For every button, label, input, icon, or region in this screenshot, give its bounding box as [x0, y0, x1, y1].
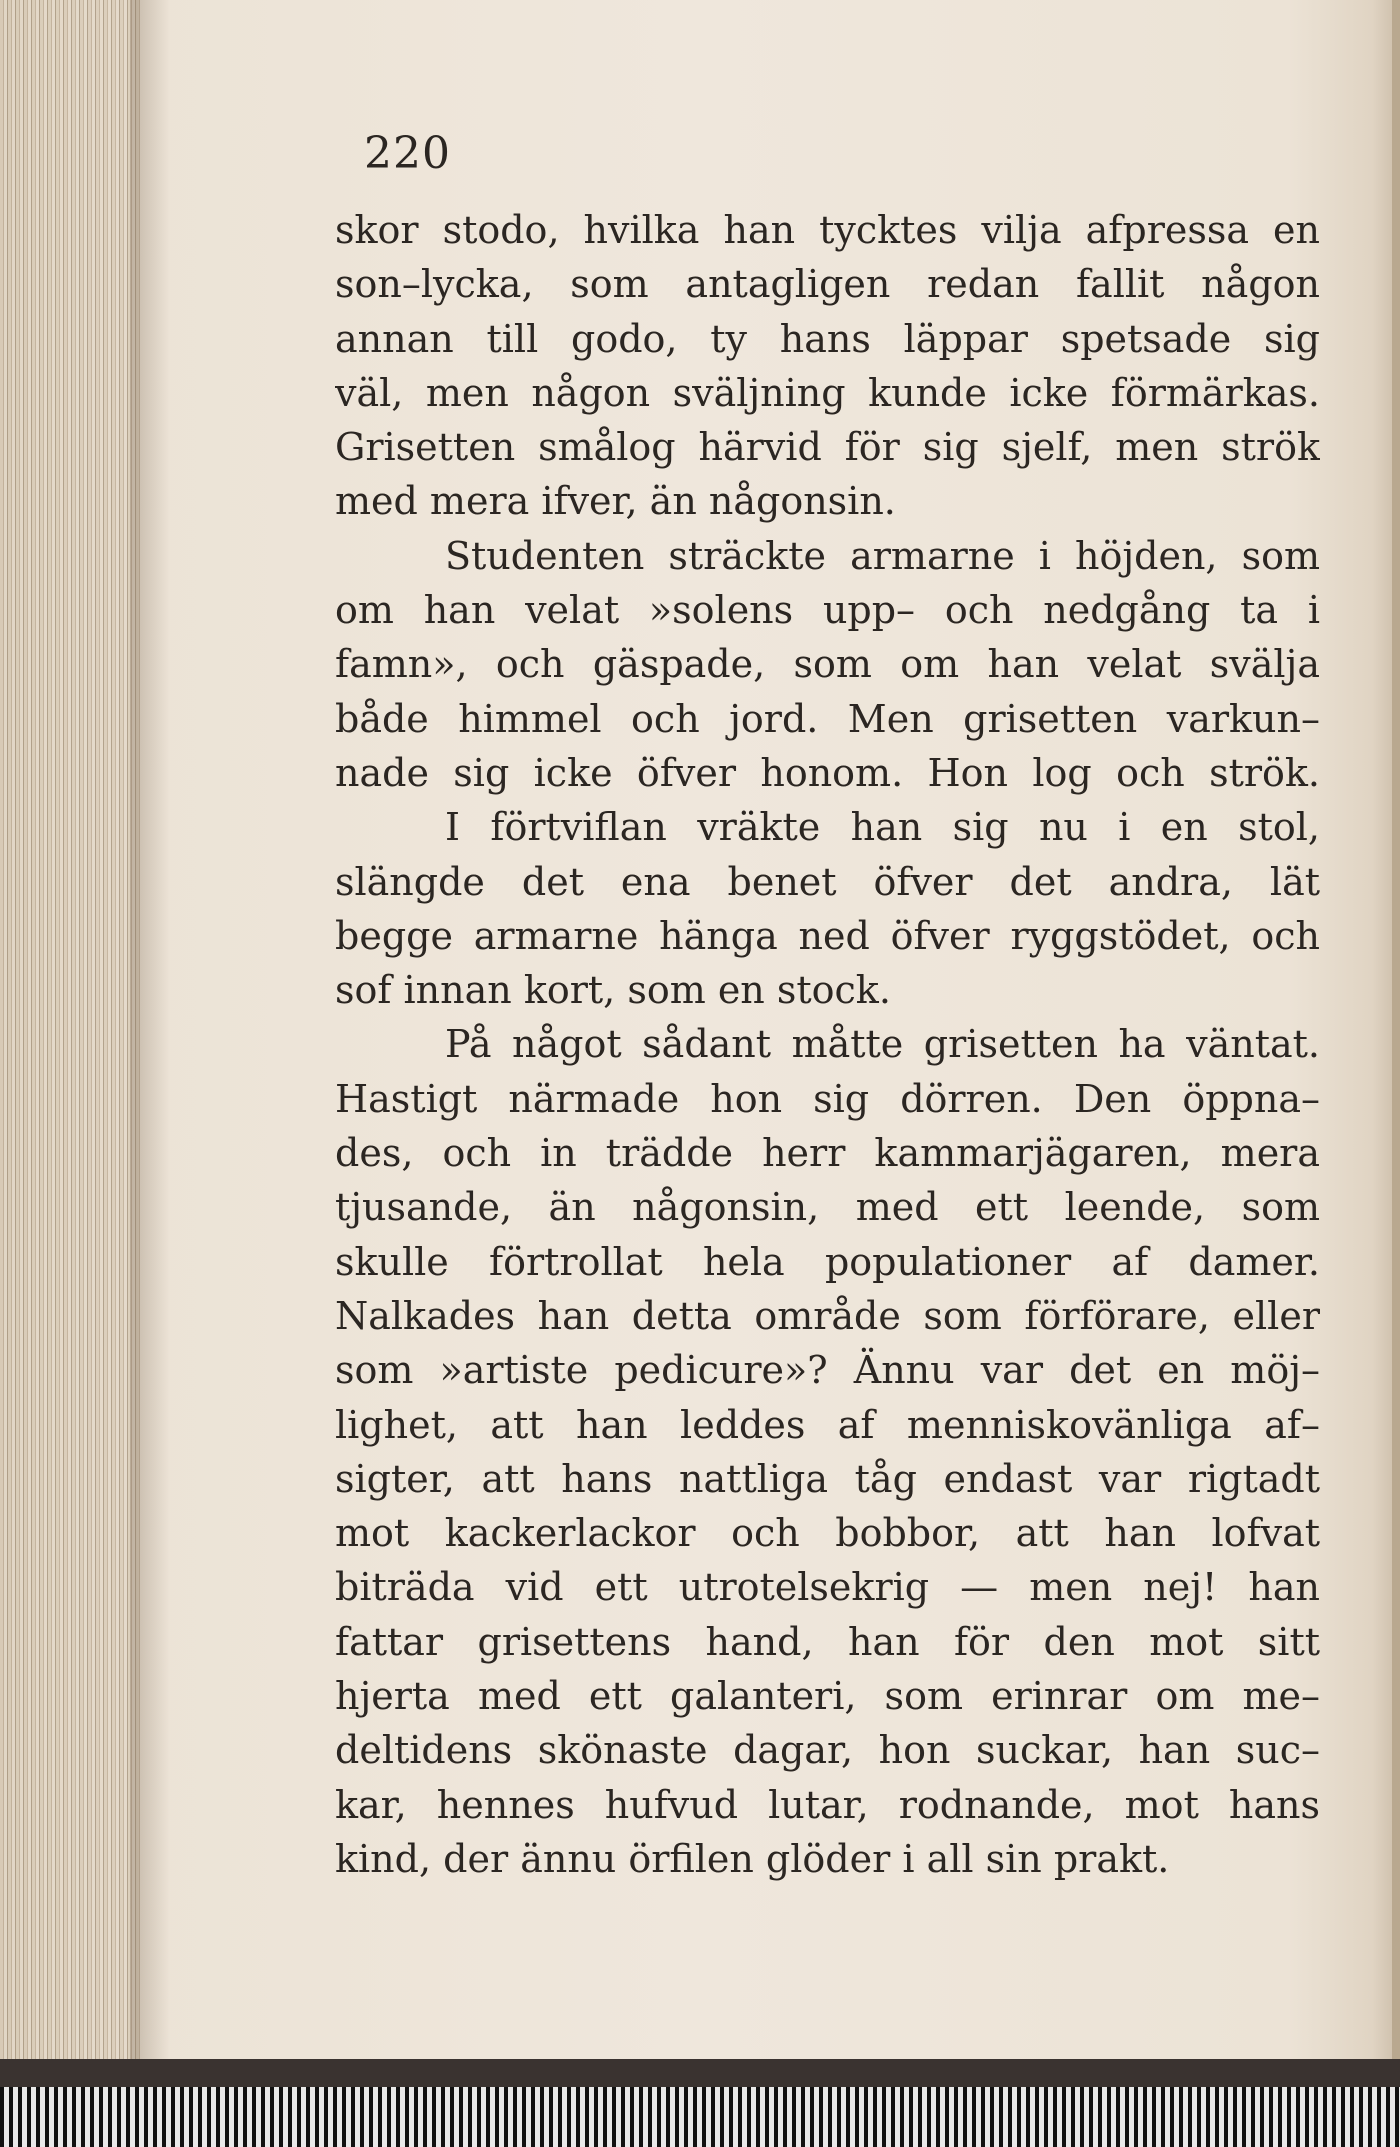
text-line: des, och in trädde herr kammarjägaren, mera: [335, 1131, 1320, 1176]
text-line: kar, hennes hufvud lutar, rodnande, mot hans: [335, 1782, 1320, 1827]
body-text: [335, 203, 1320, 1886]
text-line: nade sig icke öfver honom. Hon log och strök.: [335, 750, 1320, 795]
text-line: deltidens skönaste dagar, hon suckar, han suc–: [335, 1728, 1320, 1773]
text-line: med mera ifver, än någonsin.: [335, 479, 896, 524]
text-line: son–lycka, som antagligen redan fallit någon: [335, 262, 1320, 307]
gutter-shadow: [130, 0, 170, 2060]
text-line: Hastigt närmade hon sig dörren. Den öppna–: [335, 1076, 1320, 1121]
text-line: lighet, att han leddes af menniskovänliga af–: [335, 1402, 1320, 1447]
text-line: begge armarne hänga ned öfver ryggstödet, och: [335, 913, 1320, 958]
page-edges: [0, 0, 140, 2060]
text-line: om han velat »solens upp– och nedgång ta i: [335, 588, 1320, 633]
text-line: På något sådant måtte grisetten ha väntat.: [445, 1022, 1320, 1067]
scan-border: [0, 2059, 1400, 2087]
text-line: som »artiste pedicure»? Ännu var det en möj–: [335, 1348, 1320, 1393]
text-line: slängde det ena benet öfver det andra, lät: [335, 859, 1320, 904]
text-line: tjusande, än någonsin, med ett leende, som: [335, 1185, 1320, 1230]
right-edge: [1392, 0, 1400, 2060]
text-line: sigter, att hans nattliga tåg endast var rigtadt: [335, 1456, 1320, 1501]
text-line: både himmel och jord. Men grisetten varkun–: [335, 696, 1320, 741]
text-line: biträda vid ett utrotelsekrig — men nej! han: [335, 1565, 1320, 1610]
text-line: kind, der ännu örfilen glöder i all sin prakt.: [335, 1836, 1170, 1881]
text-line: hjerta med ett galanteri, som erinrar om me–: [335, 1674, 1320, 1719]
text-line: mot kackerlackor och bobbor, att han lofvat: [335, 1511, 1320, 1556]
text-line: fattar grisettens hand, han för den mot sitt: [335, 1619, 1320, 1664]
page-number: 220: [364, 128, 451, 179]
text-line: famn», och gäspade, som om han velat svälja: [335, 642, 1320, 687]
text-line: väl, men någon sväljning kunde icke förmärkas.: [335, 370, 1320, 415]
text-line: skulle förtrollat hela populationer af damer.: [335, 1239, 1320, 1284]
text-line: Studenten sträckte armarne i höjden, som: [445, 533, 1320, 578]
scan-calibration-strip: [0, 2087, 1400, 2147]
text-line: I förtviflan vräkte han sig nu i en stol,: [445, 805, 1320, 850]
text-line: skor stodo, hvilka han tycktes vilja afpressa en: [335, 208, 1320, 252]
text-line: annan till godo, ty hans läppar spetsade sig: [335, 316, 1320, 361]
text-line: Grisetten smålog härvid för sig sjelf, men strök: [335, 425, 1320, 470]
text-line: Nalkades han detta område som förförare, eller: [335, 1293, 1320, 1338]
text-line: sof innan kort, som en stock.: [335, 968, 891, 1013]
